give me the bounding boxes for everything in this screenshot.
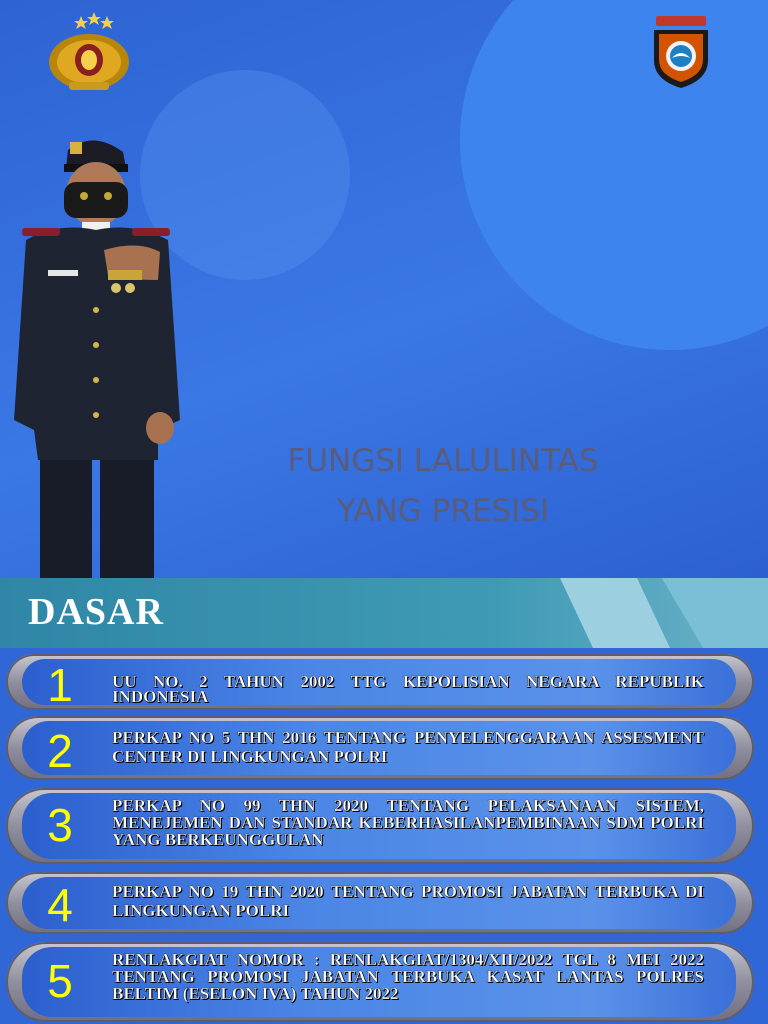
list-item-text: PERKAP NO 19 THN 2020 TENTANG PROMOSI JABATAN TERBUKA DI LINGKUNGAN POLRI	[112, 882, 704, 920]
slide-title	[238, 436, 648, 536]
decorative-circle	[460, 0, 768, 350]
list-item-text: PERKAP NO 99 THN 2020 TENTANG PELAKSANAAN SISTEM, MENEJEMEN DAN STANDAR KEBERHASILANPEMBINAAN SDM POLRI YANG BERKEUNGGULAN	[112, 796, 704, 849]
officer-figure-icon	[8, 130, 188, 578]
police-badge-icon	[650, 14, 712, 90]
list-item-text: UU NO. 2 TAHUN 2002 TTG KEPOLISIAN NEGARA REPUBLIK INDONESIA	[112, 672, 704, 706]
section-heading: DASAR	[28, 591, 164, 633]
list-item-number: 2	[47, 725, 73, 777]
list-item-text: RENLAKGIAT NOMOR : RENLAKGIAT/1304/XII/2022 TGL 8 MEI 2022 TENTANG PROMOSI JABATAN TERBUKA KASAT LANTAS POLRES BELTIM (ESELON IVA) TAHUN 2022	[112, 950, 704, 1003]
list-item-text: PERKAP NO 5 THN 2016 TENTANG PENYELENGGARAAN ASSESMENT CENTER DI LINGKUNGAN POLRI	[112, 728, 704, 766]
slide-title-line-2: YANG PRESISI	[336, 493, 550, 529]
list-item-number: 4	[47, 879, 73, 931]
list-item-number: 3	[47, 799, 73, 851]
police-emblem-icon	[44, 12, 134, 94]
slide-title-line-1: FUNGSI LALULINTAS	[287, 443, 599, 479]
list-item-number: 5	[47, 955, 73, 1007]
list-item-number: 1	[47, 659, 73, 711]
